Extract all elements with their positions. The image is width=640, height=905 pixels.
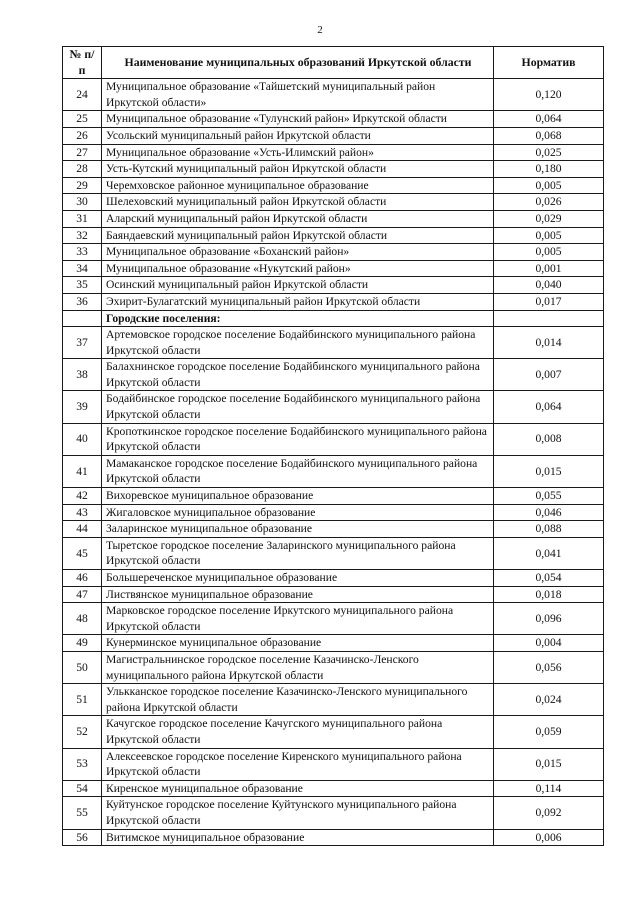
table-row — [63, 603, 604, 635]
municipality-name: Большереченское муниципальное образование — [102, 570, 494, 587]
municipality-name: Артемовское городское поселение Бодайбинского муниципального района Иркутской области — [102, 327, 494, 359]
row-number: 25 — [63, 111, 102, 128]
table-row — [63, 260, 604, 277]
municipality-name: Качугское городское поселение Качугского муниципального района Иркутской области — [102, 716, 494, 748]
municipality-name: Заларинское муниципальное образование — [102, 521, 494, 538]
municipality-name: Магистральнинское городское поселение Казачинско-Ленского муниципального района Иркутской области — [102, 651, 494, 683]
norm-value: 0,064 — [494, 391, 604, 423]
table-row — [63, 391, 604, 423]
municipality-name: Эхирит-Булагатский муниципальный район Иркутской области — [102, 293, 494, 310]
header-row — [63, 47, 604, 79]
table-row — [63, 635, 604, 652]
norm-value: 0,004 — [494, 635, 604, 652]
row-number: 50 — [63, 651, 102, 683]
table-row — [63, 586, 604, 603]
row-number: 53 — [63, 748, 102, 780]
norm-value: 0,041 — [494, 537, 604, 569]
municipality-name: Баяндаевский муниципальный район Иркутской области — [102, 227, 494, 244]
municipality-name: Тыретское городское поселение Заларинского муниципального района Иркутской области — [102, 537, 494, 569]
norm-value: 0,007 — [494, 359, 604, 391]
municipality-name: Мамаканское городское поселение Бодайбинского муниципального района Иркутской области — [102, 455, 494, 487]
municipality-name: Вихоревское муниципальное образование — [102, 488, 494, 505]
municipality-name: Муниципальное образование «Боханский район» — [102, 244, 494, 261]
table-row — [63, 684, 604, 716]
norm-value: 0,014 — [494, 327, 604, 359]
table-row — [63, 797, 604, 829]
table-row — [63, 359, 604, 391]
table-row — [63, 651, 604, 683]
municipality-name: Муниципальное образование «Тулунский район» Иркутской области — [102, 111, 494, 128]
row-number: 54 — [63, 780, 102, 797]
table-row — [63, 111, 604, 128]
norm-value: 0,092 — [494, 797, 604, 829]
norm-value: 0,054 — [494, 570, 604, 587]
page-number: 2 — [317, 24, 323, 36]
municipality-name: Марковское городское поселение Иркутского муниципального района Иркутской области — [102, 603, 494, 635]
row-number: 35 — [63, 277, 102, 294]
norm-value: 0,120 — [494, 79, 604, 111]
table-row — [63, 244, 604, 261]
municipality-name: Городские поселения: — [102, 310, 494, 327]
header-number: № п/п — [63, 47, 102, 79]
norm-value: 0,046 — [494, 504, 604, 521]
municipality-name: Листвянское муниципальное образование — [102, 586, 494, 603]
row-number: 48 — [63, 603, 102, 635]
row-number: 39 — [63, 391, 102, 423]
norm-value: 0,055 — [494, 488, 604, 505]
municipality-name: Куйтунское городское поселение Куйтунского муниципального района Иркутской области — [102, 797, 494, 829]
table-row — [63, 293, 604, 310]
row-number: 43 — [63, 504, 102, 521]
row-number: 46 — [63, 570, 102, 587]
norm-value: 0,025 — [494, 144, 604, 161]
norm-value: 0,096 — [494, 603, 604, 635]
norm-value: 0,015 — [494, 455, 604, 487]
municipality-name: Усть-Кутский муниципальный район Иркутской области — [102, 161, 494, 178]
table-row — [63, 127, 604, 144]
row-number: 28 — [63, 161, 102, 178]
table-row — [63, 161, 604, 178]
row-number: 32 — [63, 227, 102, 244]
norm-value: 0,008 — [494, 423, 604, 455]
table-row — [63, 194, 604, 211]
row-number: 24 — [63, 79, 102, 111]
municipality-name: Муниципальное образование «Тайшетский муниципальный район Иркутской области» — [102, 79, 494, 111]
table-row — [63, 829, 604, 846]
header-name: Наименование муниципальных образований Иркутской области — [102, 47, 494, 79]
row-number: 26 — [63, 127, 102, 144]
norms-table — [62, 46, 604, 846]
table-row — [63, 327, 604, 359]
table-row — [63, 79, 604, 111]
table-row — [63, 277, 604, 294]
table-row — [63, 748, 604, 780]
table-row — [63, 177, 604, 194]
table-row — [63, 537, 604, 569]
norm-value: 0,024 — [494, 684, 604, 716]
municipality-name: Усольский муниципальный район Иркутской области — [102, 127, 494, 144]
table-row — [63, 210, 604, 227]
row-number: 49 — [63, 635, 102, 652]
table-row — [63, 716, 604, 748]
table-row — [63, 521, 604, 538]
municipality-name: Муниципальное образование «Усть-Илимский район» — [102, 144, 494, 161]
municipality-name: Улькканское городское поселение Казачинско-Ленского муниципального района Иркутской области — [102, 684, 494, 716]
norm-value: 0,001 — [494, 260, 604, 277]
municipality-name: Черемховское районное муниципальное образование — [102, 177, 494, 194]
norm-value: 0,005 — [494, 177, 604, 194]
municipality-name: Осинский муниципальный район Иркутской области — [102, 277, 494, 294]
norm-value: 0,059 — [494, 716, 604, 748]
row-number: 33 — [63, 244, 102, 261]
row-number: 34 — [63, 260, 102, 277]
table-row — [63, 570, 604, 587]
row-number: 44 — [63, 521, 102, 538]
row-number: 47 — [63, 586, 102, 603]
municipality-name: Аларский муниципальный район Иркутской области — [102, 210, 494, 227]
header-norm: Норматив — [494, 47, 604, 79]
table-row — [63, 455, 604, 487]
row-number: 56 — [63, 829, 102, 846]
row-number: 36 — [63, 293, 102, 310]
row-number: 45 — [63, 537, 102, 569]
municipality-name: Киренское муниципальное образование — [102, 780, 494, 797]
row-number: 38 — [63, 359, 102, 391]
municipality-name: Балахнинское городское поселение Бодайбинского муниципального района Иркутской области — [102, 359, 494, 391]
norm-value: 0,018 — [494, 586, 604, 603]
row-number: 42 — [63, 488, 102, 505]
table-row — [63, 227, 604, 244]
norm-value: 0,005 — [494, 227, 604, 244]
table-body — [63, 79, 604, 846]
table-row — [63, 780, 604, 797]
norm-value: 0,005 — [494, 244, 604, 261]
row-number: 27 — [63, 144, 102, 161]
table-row — [63, 144, 604, 161]
row-number: 37 — [63, 327, 102, 359]
row-number: 51 — [63, 684, 102, 716]
row-number: 55 — [63, 797, 102, 829]
municipality-name: Муниципальное образование «Нукутский район» — [102, 260, 494, 277]
norm-value: 0,029 — [494, 210, 604, 227]
norm-value: 0,015 — [494, 748, 604, 780]
norm-value: 0,064 — [494, 111, 604, 128]
row-number: 29 — [63, 177, 102, 194]
row-number: 31 — [63, 210, 102, 227]
municipality-name: Бодайбинское городское поселение Бодайбинского муниципального района Иркутской области — [102, 391, 494, 423]
municipality-name: Жигаловское муниципальное образование — [102, 504, 494, 521]
table-header — [63, 47, 604, 79]
municipality-name: Кунерминское муниципальное образование — [102, 635, 494, 652]
row-number: 30 — [63, 194, 102, 211]
norm-value: 0,040 — [494, 277, 604, 294]
norm-value: 0,180 — [494, 161, 604, 178]
table-row — [63, 488, 604, 505]
row-number — [63, 310, 102, 327]
norm-value: 0,068 — [494, 127, 604, 144]
table-row — [63, 423, 604, 455]
norm-value: 0,006 — [494, 829, 604, 846]
row-number: 41 — [63, 455, 102, 487]
norm-value: 0,017 — [494, 293, 604, 310]
municipality-name: Шелеховский муниципальный район Иркутской области — [102, 194, 494, 211]
norm-value: 0,026 — [494, 194, 604, 211]
municipality-name: Витимское муниципальное образование — [102, 829, 494, 846]
row-number: 52 — [63, 716, 102, 748]
row-number: 40 — [63, 423, 102, 455]
norm-value: 0,114 — [494, 780, 604, 797]
norm-value — [494, 310, 604, 327]
norm-value: 0,056 — [494, 651, 604, 683]
municipality-name: Кропоткинское городское поселение Бодайбинского муниципального района Иркутской области — [102, 423, 494, 455]
norm-value: 0,088 — [494, 521, 604, 538]
municipality-name: Алексеевское городское поселение Киренского муниципального района Иркутской области — [102, 748, 494, 780]
section-row — [63, 310, 604, 327]
table-row — [63, 504, 604, 521]
